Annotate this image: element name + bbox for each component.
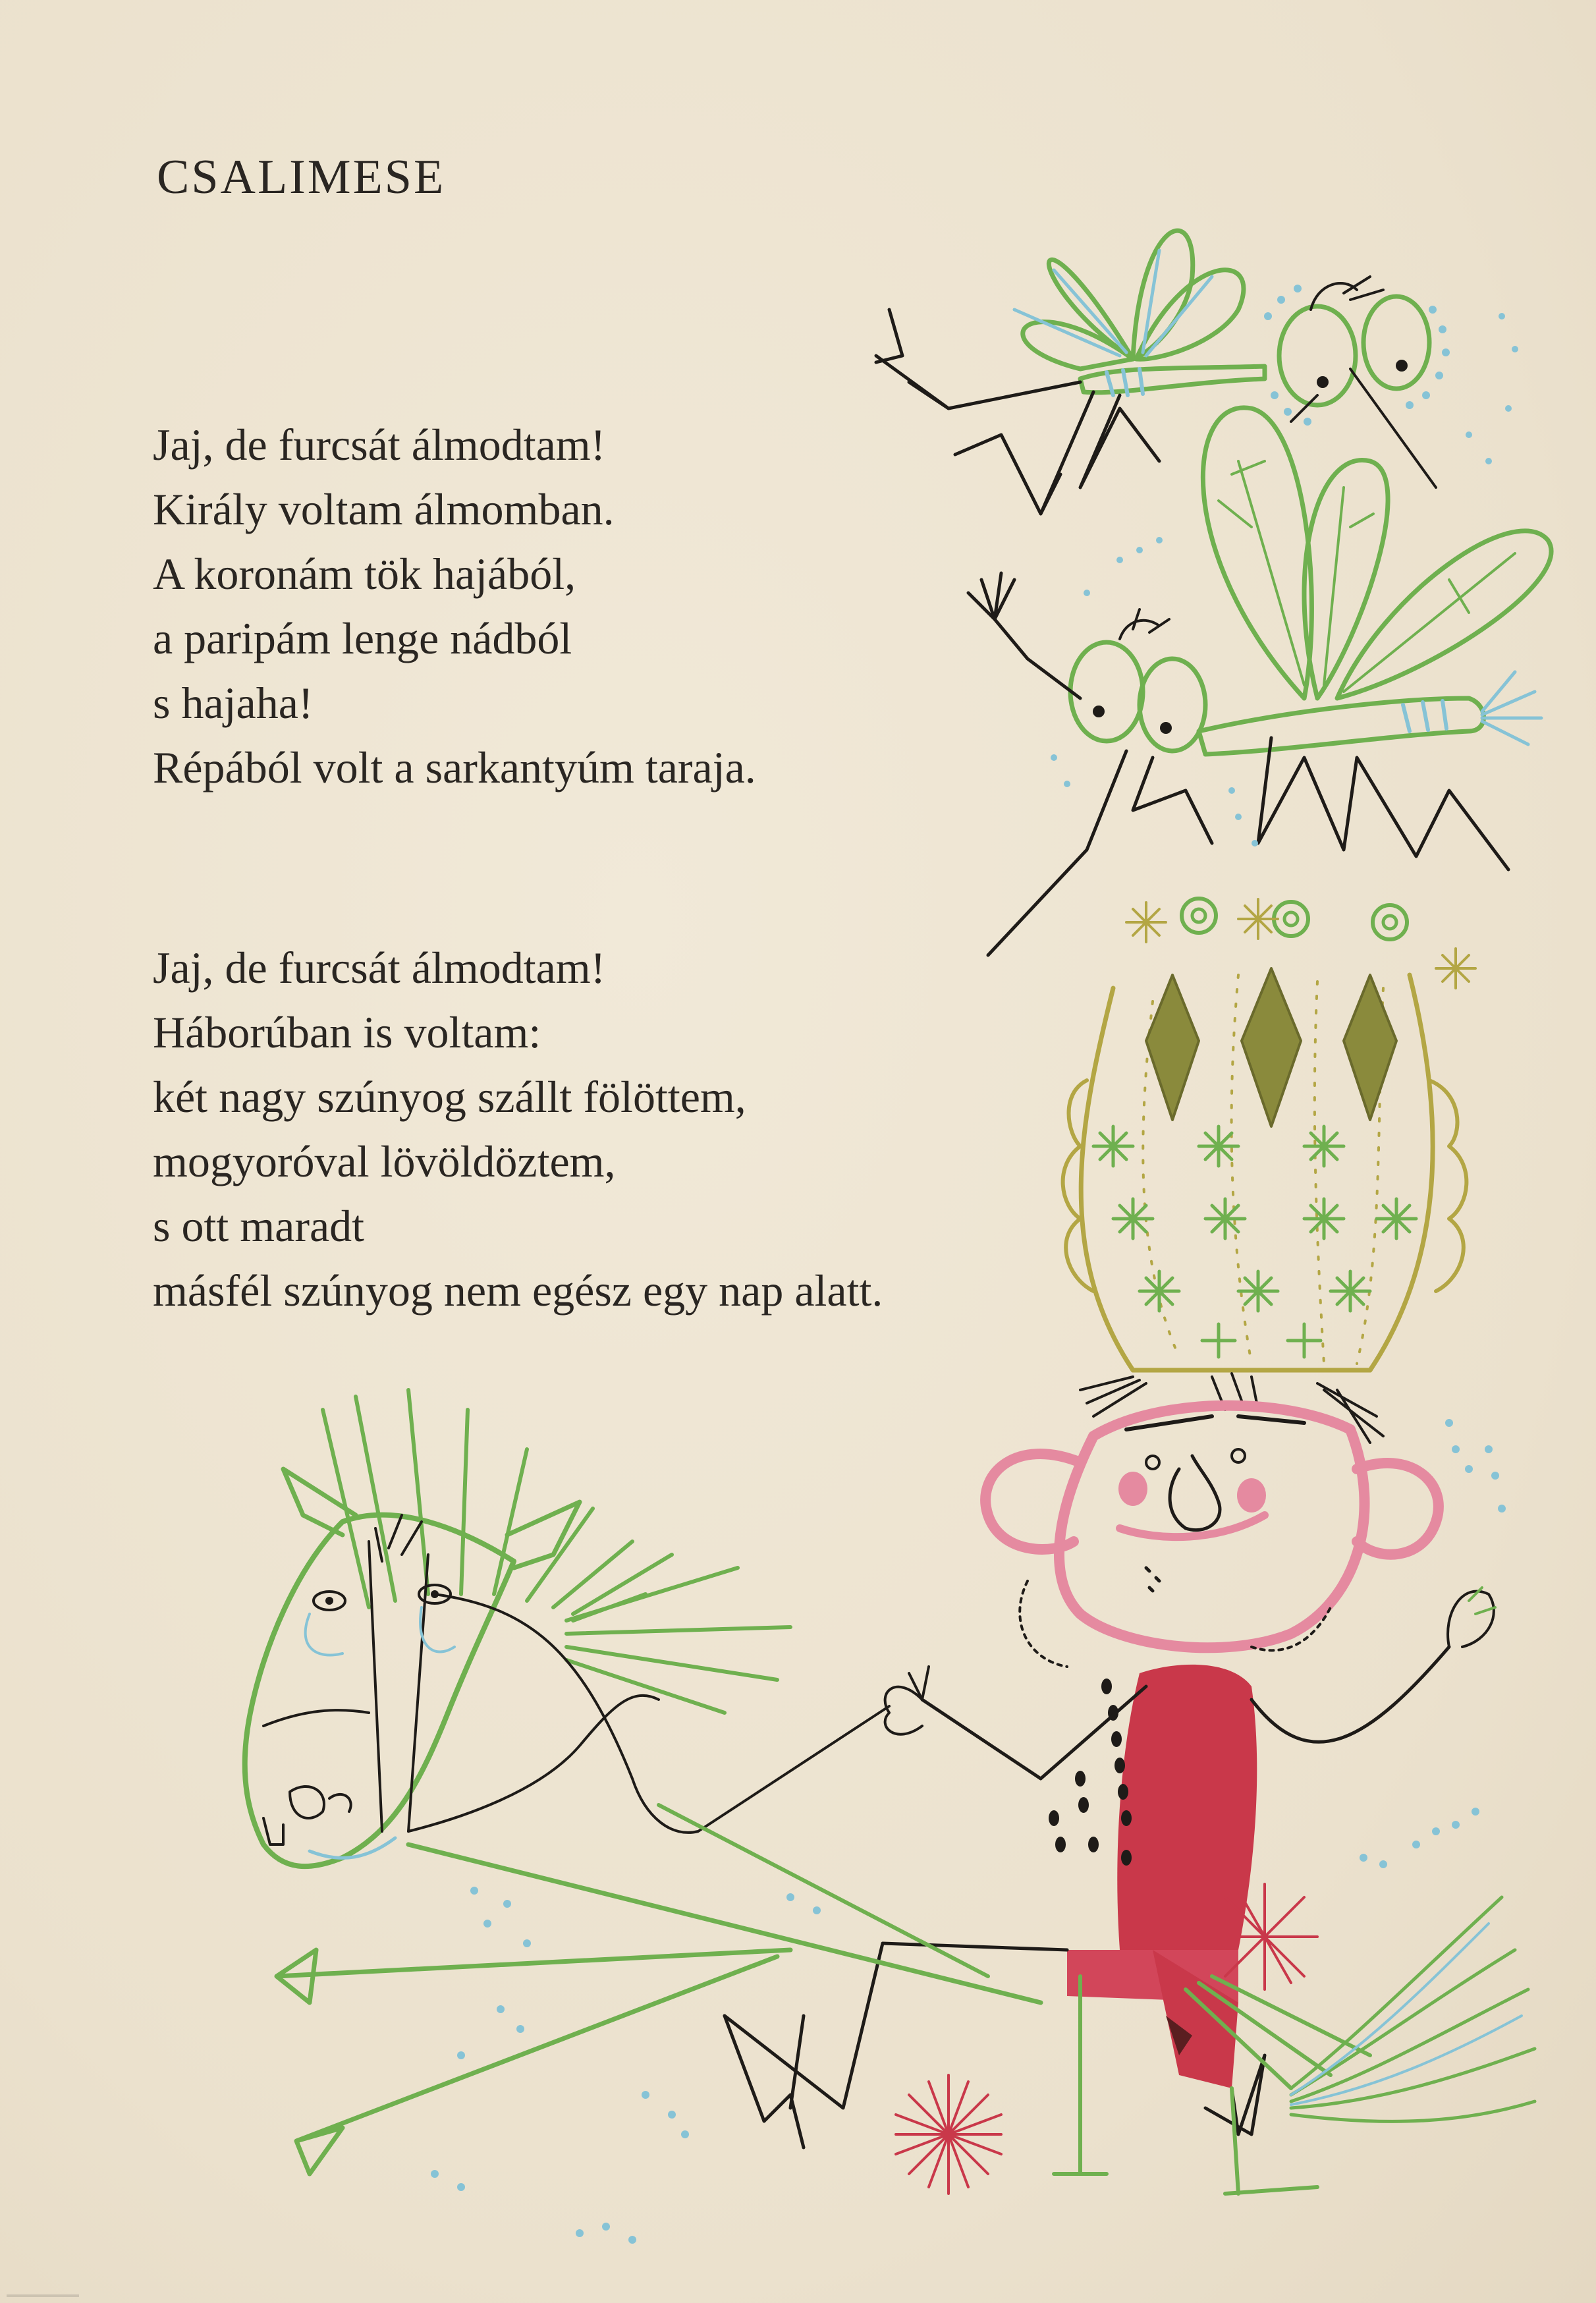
stanza-1-line-2: Király voltam álmomban. [153,484,615,534]
reed-horse-icon [245,1390,1535,2194]
stanza-2-line-2: Háborúban is voltam: [153,1007,541,1057]
king-icon [725,1373,1495,2148]
stanza-2-line-3: két nagy szúnyog szállt fölöttem, [153,1072,746,1122]
mosquito-icon [876,231,1518,514]
mosquito-icon [968,408,1551,955]
stanza-1-line-3: A koronám tök hajából, [153,549,576,599]
library-watermark [7,2292,79,2299]
stanza-1-line-4: a paripám lenge nádból [153,613,572,663]
stanza-2-line-5: s ott maradt [153,1201,365,1251]
stanza-2-line-4: mogyoróval lövöldöztem, [153,1136,616,1186]
stanza-2-line-1: Jaj, de furcsát álmodtam! [153,943,606,993]
stanza-1-line-6: Répából volt a sarkantyúm taraja. [153,742,756,792]
stanza-2-line-6: másfél szúnyog nem egész egy nap alatt. [153,1265,883,1316]
sparks [896,1884,1317,2194]
crown-icon [1063,899,1475,1370]
stanza-1-line-5: s hajaha! [153,678,314,728]
stanza-1-line-1: Jaj, de furcsát álmodtam! [153,420,606,470]
poem-title: CSALIMESE [157,150,446,204]
